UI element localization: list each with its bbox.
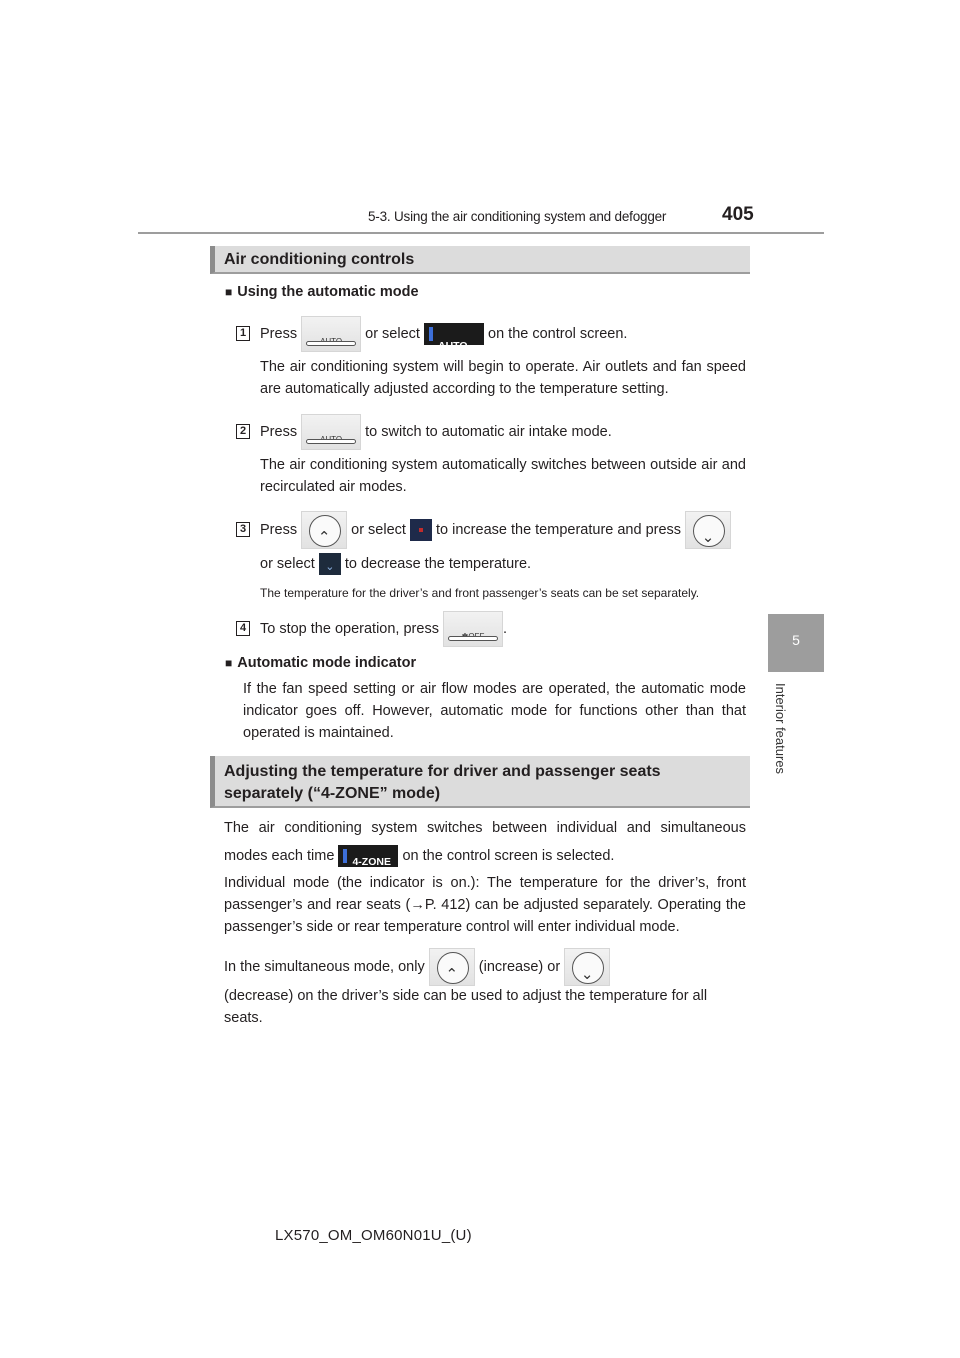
step-text: Press <box>260 424 298 440</box>
document-code: LX570_OM_OM60N01U_(U) <box>275 1227 472 1244</box>
step-4-instruction <box>260 609 507 649</box>
subheading-text: Automatic mode indicator <box>237 655 417 671</box>
paragraph-text: Individual mode (the indicator is on.): The temperature for the driver’s, front passenger’s and rear seats (→P. 412) can be adjusted separately. Operating the passenger’s side or rear temperature control will enter individual mode. <box>224 875 746 935</box>
step-1-instruction <box>260 314 627 354</box>
subheading-text: Using the automatic mode <box>237 284 419 300</box>
step-3-instruction-cont <box>260 553 531 575</box>
subheading-automatic-mode <box>225 281 419 303</box>
icon-label: 4-ZONE <box>352 856 391 869</box>
paragraph-text: The air conditioning system switches between individual and simultaneous modes each time <box>224 820 746 864</box>
step-2-note: The air conditioning system automatically switches between outside air and recirculated air modes. <box>260 457 746 495</box>
step-text: or select <box>351 522 406 538</box>
section2-paragraph-1a <box>224 814 746 870</box>
step-2-instruction <box>260 412 612 452</box>
indicator-description: If the fan speed setting or air flow modes are operated, the automatic mode indicator goes off. However, automatic mode for functions other than that operated is maintained. <box>243 681 746 741</box>
step-text: To stop the operation, press <box>260 621 439 637</box>
step-text: or select <box>365 326 420 342</box>
four-zone-screen-icon <box>338 845 398 867</box>
chapter-number: 5 <box>792 632 800 648</box>
paragraph-text: on the control screen is selected. <box>398 848 615 864</box>
square-bullet-icon: ■ <box>225 656 233 670</box>
header-rule <box>138 232 824 234</box>
temp-up-button-icon: ⌃ <box>301 511 347 549</box>
subheading-indicator <box>225 652 416 674</box>
icon-label: AUTO <box>437 340 468 353</box>
intake-auto-button-icon <box>301 414 361 450</box>
section2-paragraph-3 <box>224 947 754 987</box>
temp-down-button-icon: ⌄ <box>685 511 731 549</box>
off-button-icon <box>443 611 503 647</box>
temp-up-screen-icon <box>410 519 432 541</box>
paragraph-text: In the simultaneous mode, only <box>224 959 425 975</box>
section-heading-ac-controls: Air conditioning controls <box>210 246 750 274</box>
step-text: Press <box>260 522 298 538</box>
step-number-3: 3 <box>236 522 250 537</box>
step-text: to increase the temperature and press <box>436 522 682 538</box>
paragraph-text: (increase) or <box>478 959 561 975</box>
chapter-title: Interior features <box>773 683 788 775</box>
step-text: . <box>502 621 508 637</box>
step-text: on the control screen. <box>488 326 628 342</box>
step-text: to decrease the temperature. <box>344 556 532 572</box>
step-3-note: The temperature for the driver’s and front passenger’s seats can be set separately. <box>260 586 700 600</box>
step-number-1: 1 <box>236 326 250 341</box>
running-header-title: 5-3. Using the air conditioning system and defogger <box>368 209 667 224</box>
square-bullet-icon: ■ <box>225 285 233 299</box>
temp-up-button-icon: ⌃ <box>429 948 475 986</box>
step-number-2: 2 <box>236 424 250 439</box>
temp-down-button-icon: ⌄ <box>564 948 610 986</box>
auto-screen-icon <box>424 323 484 353</box>
step-text: or select <box>260 556 315 572</box>
step-number-4: 4 <box>236 621 250 636</box>
temp-down-screen-icon: ⌄ <box>319 553 341 575</box>
step-1-note: The air conditioning system will begin to operate. Air outlets and fan speed are automatically adjusted according to the temperature setting. <box>260 359 746 397</box>
auto-button-icon <box>301 316 361 352</box>
step-text: Press <box>260 326 298 342</box>
section-heading-4zone: Adjusting the temperature for driver and passenger seats separately (“4-ZONE” mode) <box>210 756 750 808</box>
step-3-instruction <box>260 510 750 550</box>
section2-paragraph-3-cont: (decrease) on the driver’s side can be used to adjust the temperature for all seats. <box>224 988 708 1026</box>
chapter-label <box>770 683 790 783</box>
chapter-tab <box>768 614 824 672</box>
step-text: to switch to automatic air intake mode. <box>365 424 612 440</box>
section2-paragraph-2 <box>224 872 746 938</box>
page-number: 405 <box>722 204 754 225</box>
